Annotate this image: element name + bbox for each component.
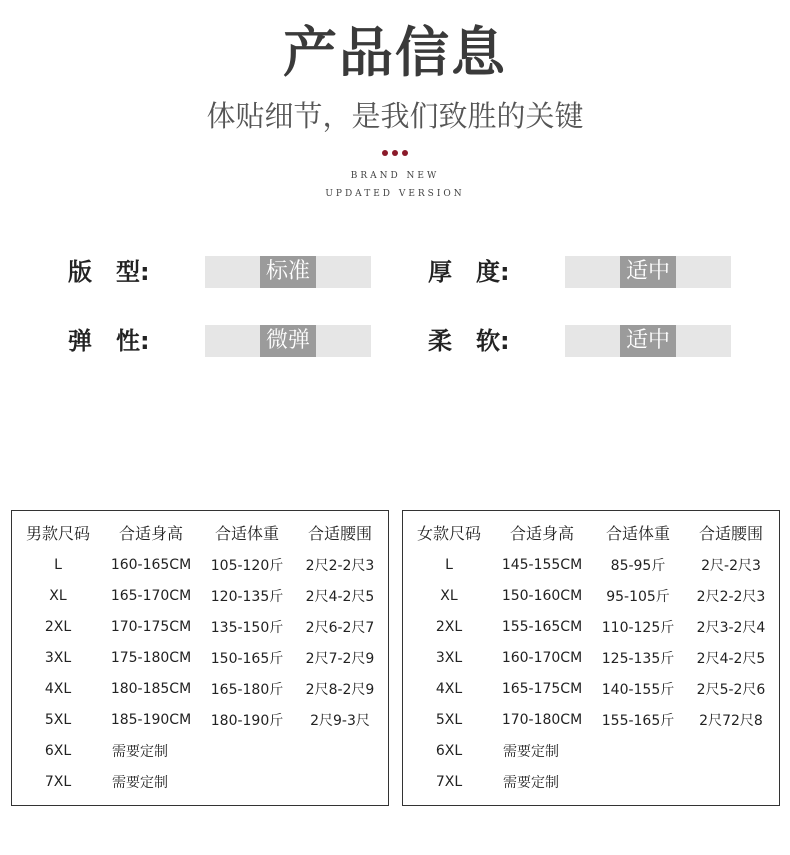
table-cell: 160-165CM [110, 556, 192, 573]
table-cell: 6XL [435, 742, 463, 759]
table-cell: 2尺4-2尺5 [696, 650, 766, 667]
table-cell: 180-190斤 [210, 712, 284, 729]
table-row [16, 673, 388, 704]
table-cell: 5XL [44, 711, 72, 728]
table-header-cell: 合适体重 [214, 523, 279, 543]
table-cell: XL [440, 587, 458, 604]
table-cell: 175-180CM [110, 649, 192, 666]
table-header-row [16, 515, 388, 549]
table-row [407, 735, 779, 766]
table-cell: 155-165CM [501, 618, 583, 635]
attr-box-elasticity [205, 325, 371, 357]
table-cell: 2尺7-2尺9 [305, 650, 375, 667]
table-cell: 160-170CM [501, 649, 583, 666]
men-size-table [11, 510, 389, 806]
table-cell: 4XL [435, 680, 463, 697]
table-cell: 170-175CM [110, 618, 192, 635]
table-header-row [407, 515, 779, 549]
dot-icon [392, 150, 398, 156]
table-header-cell: 合适腰围 [307, 523, 372, 543]
table-cell-custom: 需要定制 [112, 774, 168, 791]
dot-icon [382, 150, 388, 156]
table-cell: 155-165斤 [601, 712, 675, 729]
table-row [16, 611, 388, 642]
table-cell: 165-175CM [501, 680, 583, 697]
attr-value-thickness: 适中 [620, 256, 676, 288]
table-cell: 4XL [44, 680, 72, 697]
attr-box-thickness [565, 256, 731, 288]
table-cell: 165-180斤 [210, 681, 284, 698]
table-cell [593, 735, 683, 766]
table-cell: 125-135斤 [601, 650, 675, 667]
page-title: 产品信息 [283, 21, 507, 84]
attr-label-softness: 柔 软: [428, 327, 510, 355]
attr-value-fit: 标准 [260, 256, 316, 288]
brand-line-2: UPDATED VERSION [325, 189, 465, 199]
table-cell: 170-180CM [501, 711, 583, 728]
table-cell: 5XL [435, 711, 463, 728]
table-row [407, 642, 779, 673]
page-subtitle: 体贴细节，是我们致胜的关键 [206, 99, 584, 133]
table-cell: 3XL [435, 649, 463, 666]
table-cell: 140-155斤 [601, 681, 675, 698]
table-cell: 2尺2-2尺3 [305, 557, 375, 574]
attr-label-thickness: 厚 度: [428, 258, 510, 286]
table-cell [683, 735, 779, 766]
table-cell: 2尺72尺8 [699, 712, 763, 729]
table-row [407, 611, 779, 642]
table-cell: 145-155CM [501, 556, 583, 573]
table-cell [683, 766, 779, 797]
table-cell: 2尺3-2尺4 [696, 619, 766, 636]
table-header-cell: 男款尺码 [25, 523, 90, 543]
table-row [16, 642, 388, 673]
table-row [16, 704, 388, 735]
women-size-table [402, 510, 780, 806]
table-cell: 6XL [44, 742, 72, 759]
table-cell: 165-170CM [110, 587, 192, 604]
table-cell [202, 735, 292, 766]
table-cell: 105-120斤 [210, 557, 284, 574]
table-cell [202, 766, 292, 797]
table-header-cell: 合适身高 [118, 523, 183, 543]
table-cell: L [54, 556, 62, 573]
attr-box-fit [205, 256, 371, 288]
table-cell [292, 766, 388, 797]
table-row [407, 766, 779, 797]
table-cell-custom: 需要定制 [503, 743, 559, 760]
table-cell: 185-190CM [110, 711, 192, 728]
table-cell [593, 766, 683, 797]
table-cell: 120-135斤 [210, 588, 284, 605]
table-cell: 95-105斤 [606, 588, 670, 605]
table-header-cell: 合适腰围 [698, 523, 763, 543]
brand-line-1: BRAND NEW [350, 171, 440, 181]
table-header-cell: 合适身高 [509, 523, 574, 543]
attr-value-elasticity: 微弹 [260, 325, 316, 357]
table-cell: 110-125斤 [601, 619, 675, 636]
table-header-cell: 女款尺码 [416, 523, 481, 543]
attr-value-softness: 适中 [620, 325, 676, 357]
table-cell: 7XL [44, 773, 72, 790]
table-cell [292, 735, 388, 766]
table-cell: 85-95斤 [610, 557, 666, 574]
table-cell: 7XL [435, 773, 463, 790]
table-cell: 2XL [435, 618, 463, 635]
table-cell: XL [49, 587, 67, 604]
table-cell: 150-160CM [501, 587, 583, 604]
table-cell-custom: 需要定制 [503, 774, 559, 791]
table-cell: 135-150斤 [210, 619, 284, 636]
table-row [407, 704, 779, 735]
dot-icon [402, 150, 408, 156]
decorative-dots [0, 150, 790, 160]
attr-label-elasticity: 弹 性: [68, 327, 150, 355]
table-cell: 2尺4-2尺5 [305, 588, 375, 605]
table-cell-custom: 需要定制 [112, 743, 168, 760]
attr-label-fit: 版 型: [68, 258, 150, 286]
table-cell: L [445, 556, 453, 573]
table-row [407, 673, 779, 704]
table-cell: 150-165斤 [210, 650, 284, 667]
table-row [16, 735, 388, 766]
table-cell: 2尺5-2尺6 [696, 681, 766, 698]
table-cell: 2XL [44, 618, 72, 635]
table-row [16, 580, 388, 611]
table-cell: 2尺6-2尺7 [305, 619, 375, 636]
table-cell: 2尺8-2尺9 [305, 681, 375, 698]
table-row [16, 549, 388, 580]
table-row [407, 580, 779, 611]
table-cell: 2尺-2尺3 [701, 557, 761, 574]
table-cell: 3XL [44, 649, 72, 666]
table-cell: 180-185CM [110, 680, 192, 697]
attr-box-softness [565, 325, 731, 357]
table-cell: 2尺9-3尺 [310, 712, 370, 729]
table-row [407, 549, 779, 580]
table-header-cell: 合适体重 [605, 523, 670, 543]
table-cell: 2尺2-2尺3 [696, 588, 766, 605]
table-row [16, 766, 388, 797]
